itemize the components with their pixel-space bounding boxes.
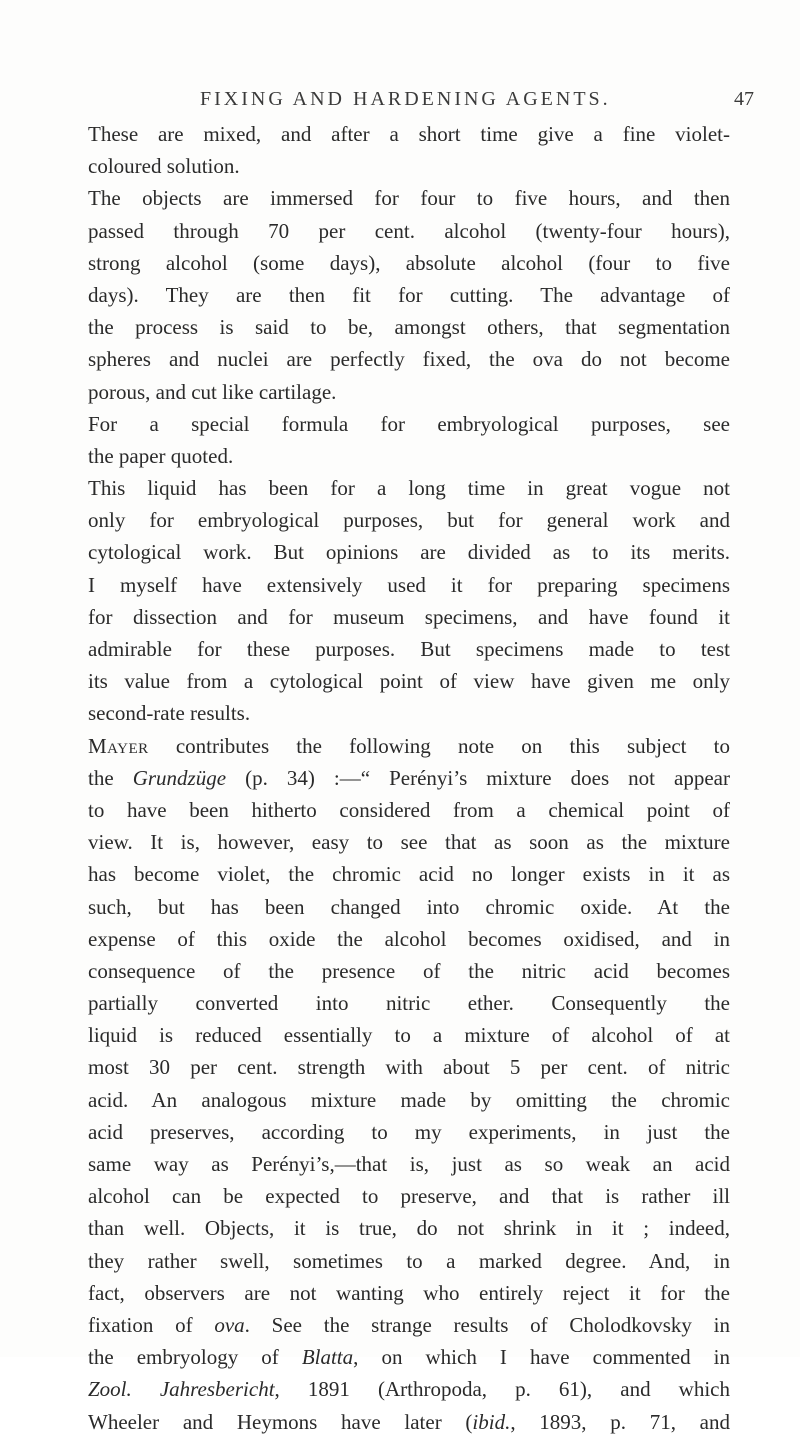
- text-run: acid preserves, according to my experiments, in just the: [88, 1119, 730, 1144]
- text-run: most 30 per cent. strength with about 5 per cent. of nitric: [88, 1055, 730, 1080]
- text-line: [88, 376, 730, 408]
- text-line: [88, 1148, 730, 1180]
- text-line: [88, 891, 730, 923]
- italic-text: Grundzüge: [132, 765, 227, 790]
- italic-text: Zool. Jahresbericht: [88, 1377, 275, 1402]
- text-run: the paper quoted.: [88, 443, 234, 468]
- text-run: , on which I have commented in: [353, 1345, 730, 1370]
- italic-text: Blatta: [301, 1345, 354, 1370]
- text-run: , 1891 (Arthropoda, p. 61), and which: [274, 1377, 730, 1402]
- text-run: partially converted into nitric ether. Consequently the: [88, 991, 730, 1016]
- text-line: [88, 1277, 730, 1309]
- text-line: [88, 1019, 730, 1051]
- text-line: [88, 1180, 730, 1212]
- italic-text: ibid.: [472, 1409, 511, 1434]
- text-run: Wheeler and Heymons have later (: [88, 1409, 473, 1434]
- text-run: has become violet, the chromic acid no longer exists in it as: [88, 862, 730, 887]
- text-run: strong alcohol (some days), absolute alcohol (four to five: [88, 250, 730, 275]
- text-run: same way as Perényi’s,—that is, just as so weak an acid: [88, 1152, 730, 1176]
- italic-text: ova: [214, 1312, 245, 1337]
- text-line: [88, 215, 730, 247]
- text-run: For a special formula for embryological purposes, see: [88, 411, 730, 436]
- text-line: [88, 633, 730, 665]
- running-title: FIXING AND HARDENING AGENTS.: [200, 88, 611, 110]
- text-line: [88, 472, 730, 504]
- text-line: [88, 247, 730, 279]
- smallcaps-name: Mayer: [88, 733, 149, 758]
- text-run: to have been hitherto considered from a chemical point of: [88, 797, 730, 822]
- text-line: [88, 1051, 730, 1083]
- text-line: [88, 1212, 730, 1244]
- text-run: alcohol can be expected to preserve, and that is rather ill: [88, 1184, 730, 1209]
- text-line: [88, 665, 730, 697]
- text-line: [88, 311, 730, 343]
- text-run: expense of this oxide the alcohol becomes oxidised, and in: [88, 926, 730, 951]
- text-run: cytological work. But opinions are divided as to its merits.: [88, 540, 730, 565]
- text-line: [88, 1245, 730, 1277]
- text-run: The objects are immersed for four to five hours, and then: [88, 186, 730, 211]
- text-line: [88, 923, 730, 955]
- text-line: [88, 182, 730, 214]
- text-run: spheres and nuclei are perfectly fixed, the ova do not become: [88, 347, 730, 372]
- text-run: days). They are then fit for cutting. The advantage of: [88, 282, 730, 307]
- text-line: [88, 1084, 730, 1116]
- text-line: [88, 858, 730, 890]
- text-line: [88, 1116, 730, 1148]
- text-line: [88, 1373, 730, 1405]
- text-run: for dissection and for museum specimens, and have found it: [88, 604, 730, 629]
- text-run: view. It is, however, easy to see that as soon as the mixture: [88, 830, 730, 855]
- text-line: [88, 762, 730, 794]
- text-run: acid. An analogous mixture made by omitting the chromic: [88, 1087, 730, 1112]
- text-run: admirable for these purposes. But specimens made to test: [88, 637, 730, 661]
- text-line: [88, 1406, 730, 1438]
- text-run: than well. Objects, it is true, do not shrink in it ; indeed,: [88, 1216, 730, 1241]
- text-run: (p. 34) :—“ Perényi’s mixture does not appear: [226, 765, 730, 790]
- text-run: I myself have extensively used it for preparing specimens: [88, 572, 730, 597]
- text-run: consequence of the presence of the nitric acid becomes: [88, 958, 730, 983]
- text-run: contributes the following note on this subject to: [148, 733, 730, 758]
- text-line: [88, 1341, 730, 1373]
- text-line: [88, 730, 730, 762]
- text-run: fixation of: [88, 1312, 215, 1337]
- text-run: liquid is reduced essentially to a mixture of alcohol of at: [88, 1023, 730, 1048]
- text-line: [88, 150, 730, 182]
- text-run: coloured solution.: [88, 154, 240, 179]
- text-line: [88, 601, 730, 633]
- text-run: This liquid has been for a long time in great vogue not: [88, 476, 730, 501]
- text-line: [88, 955, 730, 987]
- text-line: [88, 504, 730, 536]
- text-run: . See the strange results of Cholodkovsky in: [244, 1312, 730, 1337]
- text-run: second-rate results.: [88, 701, 251, 726]
- text-run: such, but has been changed into chromic oxide. At the: [88, 894, 730, 919]
- text-line: [88, 536, 730, 568]
- body-text: [88, 118, 730, 1438]
- text-run: passed through 70 per cent. alcohol (twenty-four hours),: [88, 218, 730, 243]
- page-number: 47: [734, 88, 754, 110]
- running-head: [60, 88, 754, 116]
- text-line: [88, 569, 730, 601]
- text-run: , 1893, p. 71, and: [510, 1409, 730, 1434]
- text-run: the: [88, 765, 133, 790]
- text-run: These are mixed, and after a short time give a fine violet-: [88, 122, 730, 146]
- text-line: [88, 697, 730, 729]
- text-line: [88, 343, 730, 375]
- text-run: they rather swell, sometimes to a marked degree. And, in: [88, 1248, 730, 1273]
- text-run: the embryology of: [88, 1345, 302, 1370]
- text-line: [88, 826, 730, 858]
- text-run: the process is said to be, amongst others, that segmentation: [88, 315, 730, 340]
- text-run: only for embryological purposes, but for general work and: [88, 508, 730, 533]
- text-line: [88, 118, 730, 150]
- text-line: [88, 279, 730, 311]
- text-run: fact, observers are not wanting who entirely reject it for the: [88, 1280, 730, 1305]
- text-run: porous, and cut like cartilage.: [88, 379, 337, 404]
- text-line: [88, 987, 730, 1019]
- text-line: [88, 794, 730, 826]
- text-line: [88, 1309, 730, 1341]
- text-run: its value from a cytological point of view have given me only: [88, 669, 730, 694]
- text-line: [88, 440, 730, 472]
- text-line: [88, 408, 730, 440]
